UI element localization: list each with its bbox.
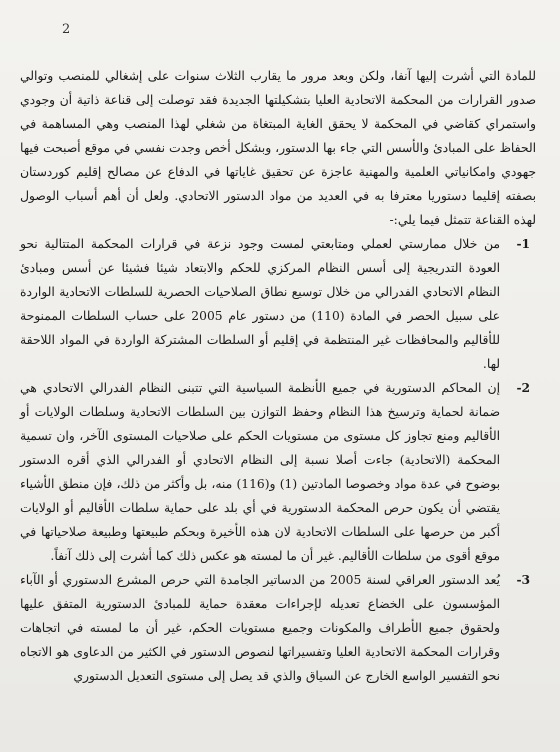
document-body (20, 64, 536, 752)
list-item-number: -1 (516, 236, 530, 251)
list-item-number: -2 (516, 380, 530, 395)
page-number: 2 (62, 22, 71, 37)
list-item-text: من خلال ممارستي لعملي ومتابعتي لمست وجود نزعة في قرارات المحكمة المتتالية نحو العودة التدريجية إلى أسس النظام المركزي للحكم والابتعاد شيئا فشيئا عن أسس ومبادئ النظام الاتحادي الفدرالي من خلال توسيع نطاق الصلاحيات الحصرية للسلطات الاتحادية الواردة على سبيل الحصر في المادة (110) من دستور عام 2005 على حساب السلطات الممنوحة للأقاليم والمحافظات غير المنتظمة في إقليم أو السلطات المشتركة الواردة في المواد اللاحقة لها. (20, 237, 501, 371)
list-item-text: يُعد الدستور العراقي لسنة 2005 من الدساتير الجامدة التي حرص المشرع الدستوري أو الآباء المؤسسون على الخضاع تعديله لإجراءات معقدة حماية للمبادئ الدستورية المتفق عليها ولحقوق جميع الأطراف والمكونات وجميع مستويات الحكم، غير أن ما لمسته في اتجاهات وقرارات المحكمة الاتحادية العليا وتفسيراتها لنصوص الدستور في الكثير من الدعاوى هو الاتجاه نحو التفسير الواسع الخارج عن السياق والذي قد يصل إلى مستوى التعديل الدستوري (20, 573, 500, 683)
list-item (20, 232, 536, 376)
list-item-text: إن المحاكم الدستورية في جميع الأنظمة السياسية التي تتبنى النظام الفدرالي الاتحادي هي ضمانة لحماية وترسيخ هذا النظام وحفظ التوازن بين السلطات الاتحادية وسلطات الولايات أو الأقاليم ومنع تجاوز كل مستوى من مستويات الحكم على صلاحيات المستوى الآخر، وان تسمية المحكمة (الاتحادية) جاءت أصلا نسبة إلى النظام الاتحادي أو الفدرالي الذي أقره الدستور بوضوح في عدة مواد وخصوصا المادتين (1) و(116) منه، بل وأكثر من ذلك، فإن منطق الأشياء يقتضي أن يكون حرص المحكمة الدستورية في أي بلد على حماية سلطات الأقاليم أو الولايات أكبر من حرصها على السلطات الاتحادية لان هذه الأخيرة وبحكم طبيعتها وطبيعة صلاحياتها في موقع أقوى من سلطات الأقاليم. غير أن ما لمسته هو عكس ذلك كما أشرت إلى ذلك آنفاً. (20, 381, 500, 563)
list-item (20, 376, 536, 568)
list-item-number: -3 (516, 572, 530, 587)
list-item (20, 568, 536, 688)
intro-paragraph: للمادة التي أشرت إليها آنفا، ولكن وبعد مرور ما يقارب الثلاث سنوات على إشغالي للمنصب وتوالي صدور القرارات من المحكمة الاتحادية العليا بتشكيلتها الجديدة فقد توصلت إلى قناعة ذاتية أن وجودي واستمراي كقاضي في المحكمة لا يحقق الغاية المبتغاة من شغلي لهذا المنصب وهي المساهمة في الحفاظ على المبادئ والأسس التي جاء بها الدستور، وبشكل أخص وجدت نفسي في موقع أصبحت فيها جهودي وامكانياتي العلمية والمهنية عاجزة عن تحقيق غاياتها في الدفاع عن مصالح إقليم كوردستان بصفته إقليما دستوريا معترفا به في العديد من مواد الدستور الاتحادي. ولعل أن أهم أسباب الوصول لهذه القناعة تتمثل فيما يلي:- (20, 69, 536, 227)
